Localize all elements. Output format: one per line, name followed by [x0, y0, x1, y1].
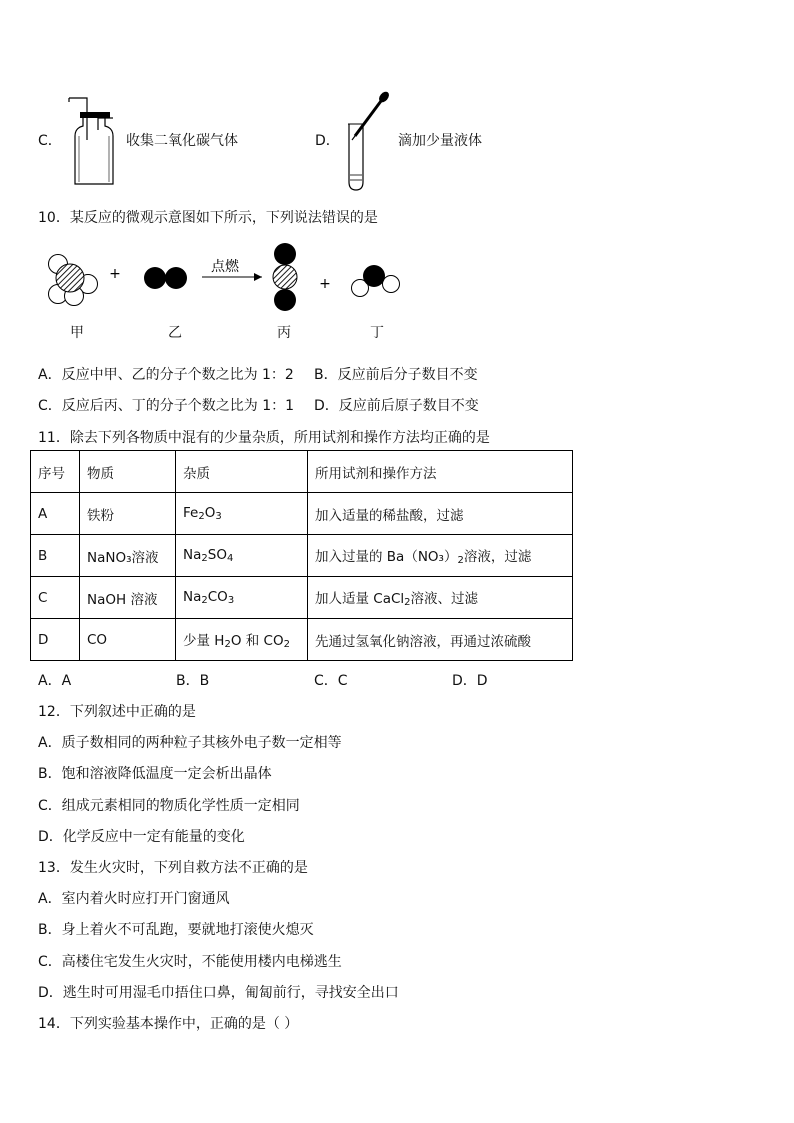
table-row: [31, 493, 573, 535]
q10-option-d: D．反应前后原子数目不变: [314, 398, 479, 414]
q13-option-a: A．室内着火时应打开门窗通风: [38, 891, 230, 907]
q13-option-d: D．逃生时可用湿毛巾捂住口鼻，匍匐前行，寻找安全出口: [38, 985, 399, 1001]
row-substance: CO: [80, 619, 176, 661]
row-substance: NaNO₃溶液: [80, 535, 176, 577]
q9-option-d-text: 滴加少量液体: [398, 133, 482, 149]
label-ding: 丁: [370, 325, 384, 341]
arrow-label: 点燃: [211, 259, 239, 275]
q11-stem: 11．除去下列各物质中混有的少量杂质，所用试剂和操作方法均正确的是: [38, 430, 490, 446]
q11-option-b: B．B: [176, 673, 210, 689]
reaction-diagram: [40, 240, 420, 320]
row-impurity: 少量 $H_2O$ 和 $CO_2$: [176, 619, 308, 661]
label-bing: 丙: [277, 325, 291, 341]
q12-stem: 12．下列叙述中正确的是: [38, 704, 196, 720]
table-header-row: [31, 451, 573, 493]
q11-option-d: D．D: [452, 673, 488, 689]
q12-option-b: B．饱和溶液降低温度一定会析出晶体: [38, 766, 272, 782]
table-row: [31, 577, 573, 619]
q12-option-c: C．组成元素相同的物质化学性质一定相同: [38, 798, 300, 814]
header-method: 所用试剂和操作方法: [308, 451, 573, 493]
q9-option-c-text: 收集二氧化碳气体: [126, 133, 238, 149]
row-id: C: [31, 577, 80, 619]
q10-option-c: C．反应后丙、丁的分子个数之比为 1：1: [38, 398, 295, 414]
q12-option-d: D．化学反应中一定有能量的变化: [38, 829, 245, 845]
q10-option-a: A．反应中甲、乙的分子个数之比为 1：2: [38, 367, 294, 383]
q10-option-b: B．反应前后分子数目不变: [314, 367, 478, 383]
row-id: B: [31, 535, 80, 577]
row-method: 先通过氢氧化钠溶液，再通过浓硫酸: [308, 619, 573, 661]
row-method: 加人适量 CaCl$_2$溶液、过滤: [308, 577, 573, 619]
q13-option-c: C．高楼住宅发生火灾时，不能使用楼内电梯逃生: [38, 954, 342, 970]
row-impurity: $Na_2CO_3$: [176, 577, 308, 619]
plus-sign-1: +: [109, 266, 121, 282]
header-impurity: 杂质: [176, 451, 308, 493]
molecule-jia: [49, 255, 98, 306]
q10-stem: 10．某反应的微观示意图如下所示，下列说法错误的是: [38, 210, 378, 226]
row-method: 加入过量的 $Ba(NO_3)_2$溶液，过滤: [308, 535, 573, 577]
row-impurity: $Na_2SO_4$: [176, 535, 308, 577]
header-substance: 物质: [80, 451, 176, 493]
row-id: A: [31, 493, 80, 535]
molecule-ding: [352, 265, 400, 297]
table-row: [31, 619, 573, 661]
table-row: [31, 535, 573, 577]
dropper-test-tube-figure: [340, 90, 390, 192]
impurity-table: [30, 450, 573, 661]
header-id: 序号: [31, 451, 80, 493]
row-id: D: [31, 619, 80, 661]
q13-option-b: B．身上着火不可乱跑，要就地打滚使火熄灭: [38, 922, 314, 938]
molecule-yi: [144, 267, 187, 289]
q9-option-c-letter: C．: [38, 133, 62, 149]
gas-collection-bottle-figure: [65, 98, 121, 188]
q11-option-c: C．C: [314, 673, 348, 689]
q12-option-a: A．质子数相同的两种粒子其核外电子数一定相等: [38, 735, 342, 751]
row-method: 加入适量的稀盐酸，过滤: [308, 493, 573, 535]
row-impurity: $Fe_2O_3$: [176, 493, 308, 535]
row-substance: 铁粉: [80, 493, 176, 535]
plus-sign-2: +: [319, 276, 331, 292]
q11-option-a: A．A: [38, 673, 72, 689]
molecule-bing: [273, 243, 297, 311]
q13-stem: 13．发生火灾时，下列自救方法不正确的是: [38, 860, 308, 876]
q9-option-d-letter: D．: [315, 133, 340, 149]
q14-stem: 14．下列实验基本操作中，正确的是（ ）: [38, 1016, 299, 1032]
label-jia: 甲: [70, 325, 84, 341]
row-substance: NaOH 溶液: [80, 577, 176, 619]
label-yi: 乙: [168, 325, 182, 341]
